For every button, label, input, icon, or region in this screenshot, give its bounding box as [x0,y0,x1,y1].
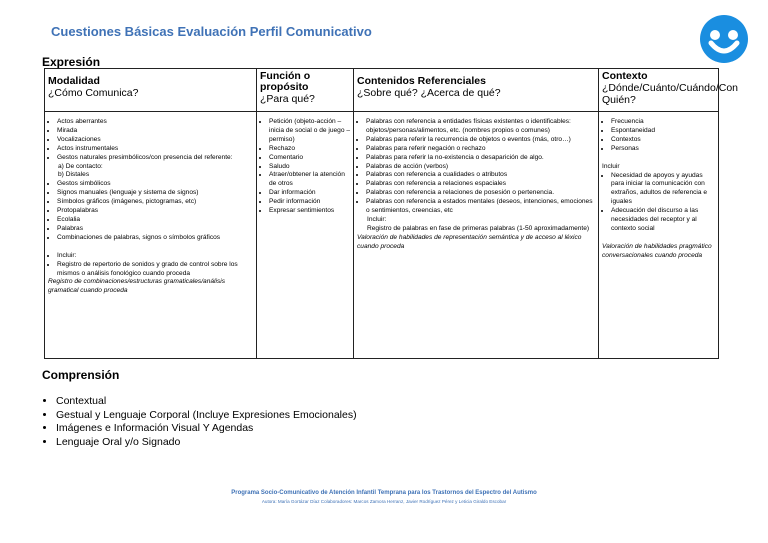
list-item: • Combinaciones de palabras, signos o símbolos gráficos [57,234,253,243]
note-text: Registro de combinaciones/estructuras gramaticales/análisis gramatical cuando proceda [48,278,226,295]
list-item: • Gestual y Lenguaje Corporal (Incluye Expresiones Emocionales) [56,409,357,423]
list-item: • Palabras para referir la recurrencia de objetos o eventos (más, otro…) [366,136,595,145]
list-item: • Actos aberrantes [57,118,253,127]
list-item: • Palabras para referir la no-existencia o desaparición de algo. [366,154,595,163]
list-item: • Palabras con referencia a entidades físicas existentes o identificables: objetos/personas/alimentos, etc. (nombres propios o comunes) [366,118,595,136]
col-header-contexto: Contexto ¿Dónde/Cuánto/Cuándo/Con Quién? [599,69,719,112]
comprension-list [42,395,357,449]
include-label: Incluir: [367,215,387,223]
col-header-modalidad: Modalidad ¿Cómo Comunica? [45,69,257,112]
list-item: • Pedir información [269,198,350,207]
list-item: • Gestos simbólicos [57,180,253,189]
list-item: • Rechazo [269,145,350,154]
contenidos-cell [354,112,599,359]
list-item: • Necesidad de apoyos y ayudas para iniciar la comunicación con extraños, adultos de referencia e iguales [611,172,715,208]
list-item: • Ecolalia [57,216,253,225]
footer-program: Programa Socio-Comunicativo de Atención Infantil Temprana para los Trastornos del Espectro del Autismo [231,490,537,496]
list-item: • Espontaneidad [611,127,715,136]
note-text: Valoración de habilidades de representación semántica y de acceso al léxico cuando proceda [357,233,582,250]
col-header-contenidos: Contenidos Referenciales ¿Sobre qué? ¿Acerca de qué? [354,69,599,112]
contexto-cell [599,112,719,359]
list-item: • Mirada [57,127,253,136]
list-item: • Palabras de acción (verbos) [366,163,595,172]
include-label: Incluir [602,162,620,170]
list-item: • Lenguaje Oral y/o Signado [56,436,357,450]
list-item: • Palabras con referencia a relaciones de posesión o pertenencia. [366,189,595,198]
list-item: • Dar información [269,189,350,198]
list-item: • Símbolos gráficos (imágenes, pictogramas, etc) [57,198,253,207]
list-item: • Adecuación del discurso a las necesidades del receptor y al contexto social [611,207,715,234]
list-item: • Imágenes e Información Visual Y Agendas [56,422,357,436]
list-item: • Atraer/obtener la atención de otros [269,171,350,189]
col-header-funcion: Función o propósito ¿Para qué? [257,69,354,112]
footer-authors: Autora: María Gortázar Díaz Colaboradores: Marcos Zamora Herranz, Javier Rodríguez Pérez y Leticia Giraldo Escobar [261,499,507,504]
funcion-cell [257,112,354,359]
section-expresion: Expresión [42,55,101,69]
include-label: • Incluir: [57,252,253,261]
smiley-logo-icon [700,15,748,63]
list-item: • Comentario [269,154,350,163]
list-item: • Personas [611,145,715,154]
list-item: • Actos instrumentales [57,145,253,154]
list-item: • Palabras con referencia a cualidades o atributos [366,171,595,180]
sub-item: a) De contacto: [58,162,103,170]
note-text: Valoración de habilidades pragmático conversacionales cuando proceda [602,242,712,259]
list-item: • Gestos naturales presimbólicos/con presencia del referente: [57,154,253,163]
list-item: • Petición (objeto-acción – inicia de social o de juego – permiso) [269,118,350,145]
list-item: • Palabras [57,225,253,234]
section-comprension: Comprensión [42,368,120,382]
list-item: • Palabras para referir negación o rechazo [366,145,595,154]
list-item: • Frecuencia [611,118,715,127]
list-item: • Saludo [269,163,350,172]
list-item: • Palabras con referencia a estados mentales (deseos, intenciones, emociones o sentimientos, creencias, etc [366,198,595,216]
list-item: • Expresar sentimientos [269,207,350,216]
list-item: • Signos manuales (lenguaje y sistema de signos) [57,189,253,198]
expresion-table [44,68,739,359]
list-item: • Contextos [611,136,715,145]
list-item: • Registro de repertorio de sonidos y grado de control sobre los mismos o análisis fonológico cuando proceda [57,261,253,279]
sub-item: b) Distales [58,171,90,179]
sub-item: Registro de palabras en fase de primeras palabras (1-50 aproximadamente) [367,224,590,232]
modalidad-cell [45,112,257,359]
list-item: • Protopalabras [57,207,253,216]
list-item: • Contextual [56,395,357,409]
list-item: • Vocalizaciones [57,136,253,145]
list-item: • Palabras con referencia a relaciones espaciales [366,180,595,189]
page-title: Cuestiones Básicas Evaluación Perfil Comunicativo [51,24,372,39]
